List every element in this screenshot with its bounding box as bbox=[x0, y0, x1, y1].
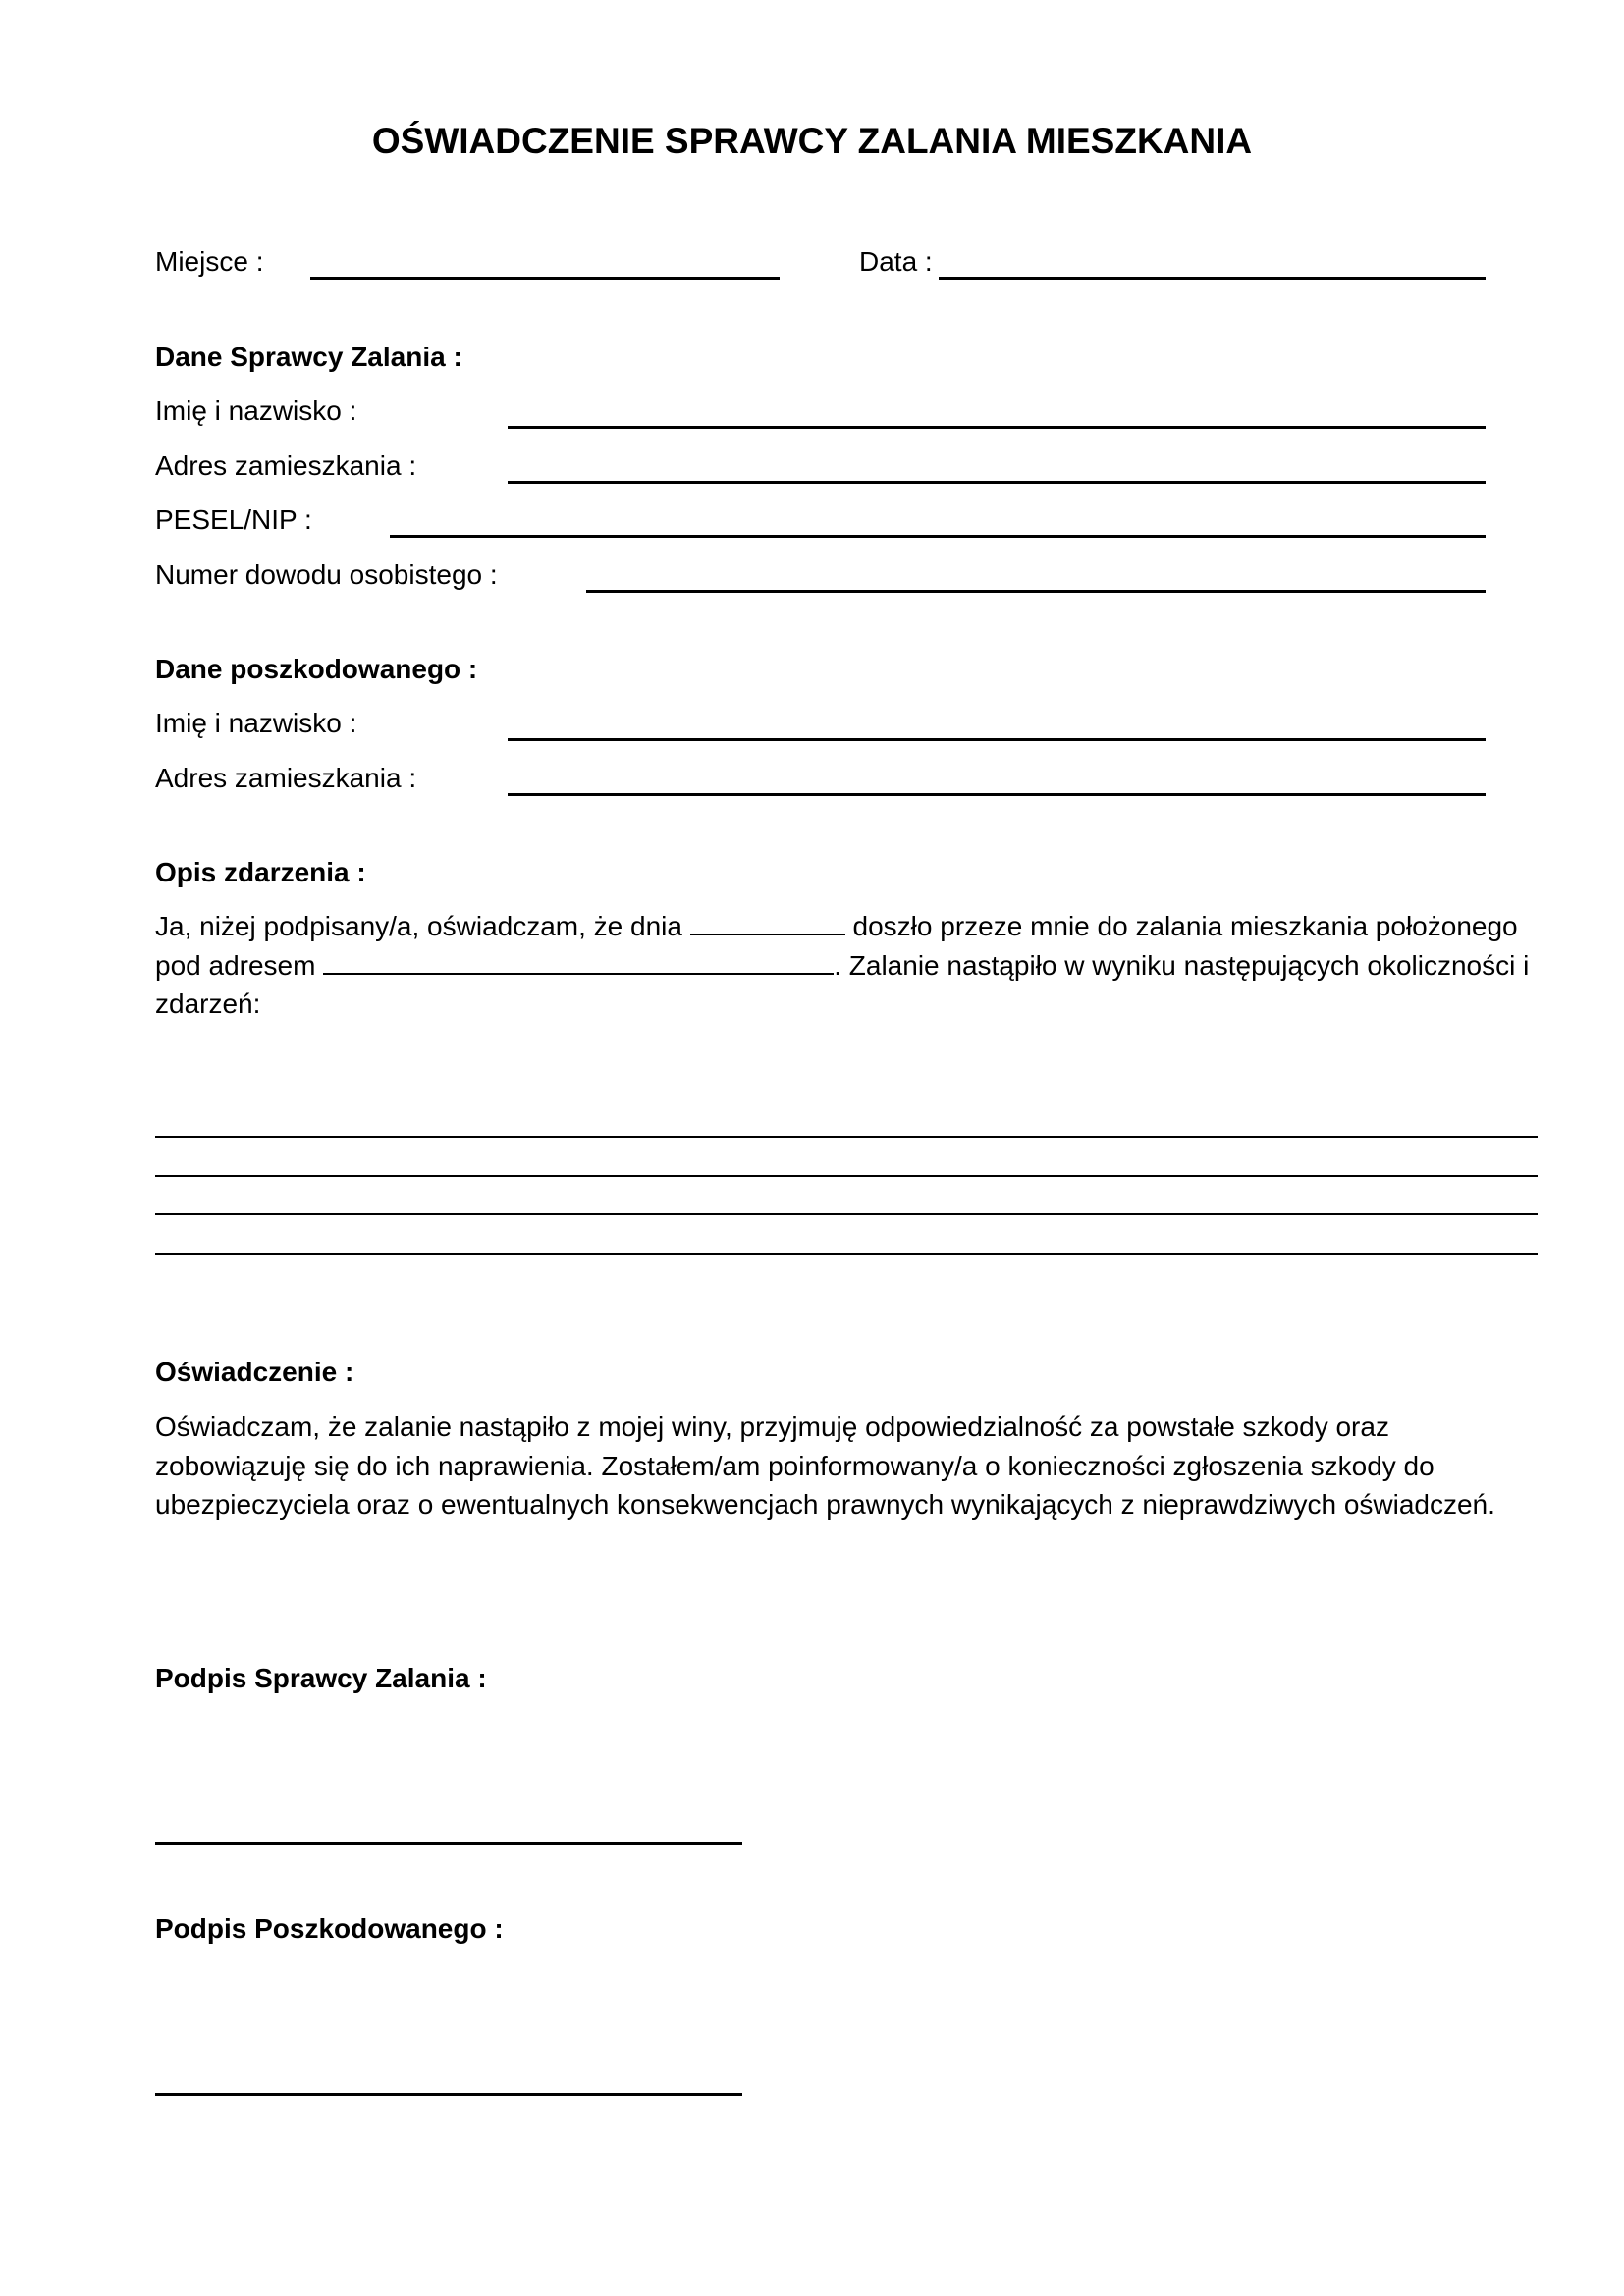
description-text-3: . Zalanie nastąpiło w wyniku następujących okoliczności i zdarzeń: bbox=[155, 949, 1530, 1019]
description-line[interactable] bbox=[155, 1213, 1538, 1215]
perpetrator-signature-field[interactable] bbox=[155, 1842, 742, 1845]
victim-heading: Dane poszkodowanego : bbox=[155, 654, 478, 684]
description-line[interactable] bbox=[155, 1175, 1538, 1177]
declaration-text: Oświadczam, że zalanie nastąpiło z mojej winy, przyjmuję odpowiedzialność za powstałe szkody oraz zobowiązuję się do ich naprawienia. Zostałem/am poinformowany/a o konieczności zgłoszenia szkody do ubezpieczyciela oraz o ewentualnych konsekwencjach prawnych wynikających z nieprawdziwych oświadczeń. bbox=[155, 1412, 1495, 1520]
perpetrator-id-field[interactable] bbox=[586, 590, 1486, 593]
description-line[interactable] bbox=[155, 1253, 1538, 1255]
date-label: Data : bbox=[859, 246, 933, 277]
description-text-2: doszło przeze mnie do zalania mieszkania położonego pod adresem bbox=[155, 911, 1518, 981]
perpetrator-id-label: Numer dowodu osobistego : bbox=[155, 560, 498, 590]
description-line[interactable] bbox=[155, 1136, 1538, 1138]
date-field[interactable] bbox=[939, 277, 1486, 280]
incident-date-blank[interactable] bbox=[690, 910, 845, 935]
document-title: OŚWIADCZENIE SPRAWCY ZALANIA MIESZKANIA bbox=[371, 121, 1253, 161]
declaration-heading: Oświadczenie : bbox=[155, 1357, 354, 1387]
perpetrator-pesel-field[interactable] bbox=[390, 535, 1486, 538]
description-text-1: Ja, niżej podpisany/a, oświadczam, że dnia bbox=[155, 911, 682, 941]
description-paragraph bbox=[155, 907, 1549, 1024]
perpetrator-address-field[interactable] bbox=[508, 481, 1486, 484]
victim-name-field[interactable] bbox=[508, 738, 1486, 741]
perpetrator-pesel-label: PESEL/NIP : bbox=[155, 505, 312, 535]
victim-signature-label: Podpis Poszkodowanego : bbox=[155, 1913, 504, 1944]
place-label: Miejsce : bbox=[155, 246, 264, 277]
perpetrator-heading: Dane Sprawcy Zalania : bbox=[155, 342, 462, 372]
victim-signature-field[interactable] bbox=[155, 2093, 742, 2096]
perpetrator-name-field[interactable] bbox=[508, 426, 1486, 429]
incident-address-blank[interactable] bbox=[323, 949, 834, 975]
perpetrator-name-label: Imię i nazwisko : bbox=[155, 396, 357, 426]
victim-address-field[interactable] bbox=[508, 793, 1486, 796]
perpetrator-address-label: Adres zamieszkania : bbox=[155, 451, 417, 481]
place-field[interactable] bbox=[310, 277, 780, 280]
victim-address-label: Adres zamieszkania : bbox=[155, 763, 417, 793]
perpetrator-signature-label: Podpis Sprawcy Zalania : bbox=[155, 1663, 487, 1693]
victim-name-label: Imię i nazwisko : bbox=[155, 708, 357, 738]
description-heading: Opis zdarzenia : bbox=[155, 857, 366, 887]
